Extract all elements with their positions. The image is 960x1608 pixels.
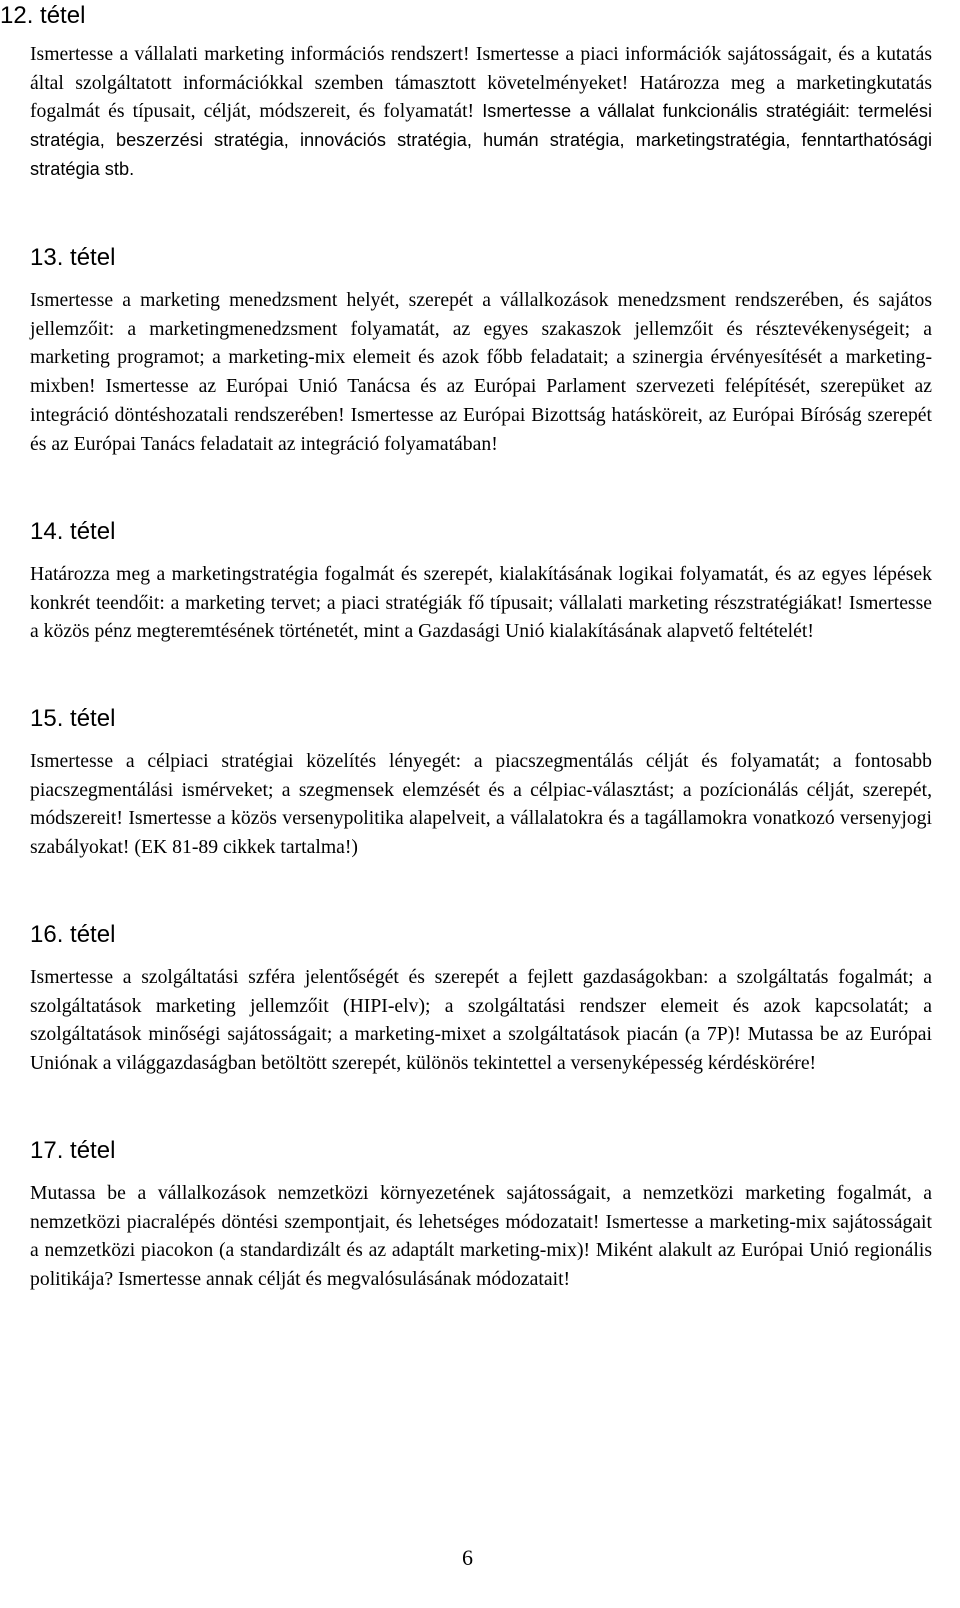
section-paragraph-12 <box>30 40 932 184</box>
section-paragraph-17: Mutassa be a vállalkozások nemzetközi környezetének sajátosságait, a nemzetközi marketing fogalmát, a nemzetközi piacralépés döntési szempontjait, és lehetséges módozatait! Ismertesse a marketing-mix sajátosságait a nemzetközi piacokon (a standardizált és az adaptált marketing-mix)! Miként alakult az Európai Unió regionális politikája? Ismertesse annak célját és megvalósulásának módozatait! <box>30 1182 932 1291</box>
section-17 <box>30 1137 932 1294</box>
section-paragraph-16: Ismertesse a szolgáltatási szféra jelentőségét és szerepét a fejlett gazdaságokban: a szolgáltatás fogalmát; a szolgáltatások marketing jellemzőit (HIPI-elv); a szolgáltatási rendszer elemeit és azok kapcsolatát; a szolgáltatások minőségi sajátosságait; a marketing-mixet a szolgáltatások piacán (a 7P)! Mutassa be az Európai Uniónak a világgazdaságban betöltött szerepét, különös tekintettel a versenyképesség kérdéskörére! <box>30 966 932 1075</box>
section-14 <box>30 518 932 646</box>
section-heading-15: 15. tétel <box>30 705 116 732</box>
section-paragraph-12-part1: Ismertesse a vállalati marketing információs rendszert! Ismertesse a piaci információk sajátosságait, és a kutatás által szolgáltatott információkkal szemben támasztott követelményeket! Határozza meg a marketingkutatás fogalmát és típusait, célját, módszereit, és folyamatát! <box>30 43 932 123</box>
section-12 <box>30 40 932 184</box>
section-15 <box>30 705 932 862</box>
section-paragraph-12-part2: Ismertesse a vállalat funkcionális stratégiáit: termelési stratégia, beszerzési stratégia, innovációs stratégia, humán stratégia, marketingstratégia, fenntarthatósági stratégia stb. <box>30 101 932 179</box>
section-paragraph-15: Ismertesse a célpiaci stratégiai közelítés lényegét: a piacszegmentálás célját és folyamatát; a fontosabb piacszegmentálási ismérveket; a szegmensek elemzését és a célpiac-választást; a pozícionálás célját, szerepét, módszereit! Ismertesse a közös versenypolitika alapelveit, a vállalatokra és a tagállamokra vonatkozó versenyjogi szabályokat! (EK 81-89 cikkek tartalma!) <box>30 750 932 859</box>
page-number: 6 <box>462 1545 473 1570</box>
section-heading-17: 17. tétel <box>30 1137 116 1164</box>
section-13 <box>30 244 932 458</box>
section-heading-13: 13. tétel <box>30 244 116 271</box>
section-heading-12: 12. tétel <box>0 2 86 29</box>
section-heading-16: 16. tétel <box>30 921 116 948</box>
section-paragraph-14: Határozza meg a marketingstratégia fogalmát és szerepét, kialakításának logikai folyamatát, és az egyes lépések konkrét teendőit: a marketing tervet; a piaci stratégiák fő típusait; vállalati marketing részstratégiákat! Ismertesse a közös pénz megteremtésének történetét, mint a Gazdasági Unió kialakításának alapvető feltételét! <box>30 563 932 643</box>
section-heading-14: 14. tétel <box>30 518 116 545</box>
section-16 <box>30 921 932 1078</box>
section-paragraph-13: Ismertesse a marketing menedzsment helyét, szerepét a vállalkozások menedzsment rendszerében, és sajátos jellemzőit: a marketingmenedzsment folyamatát, az egyes szakaszok jellemzőit és résztevékenységeit; a marketing programot; a marketing-mix elemeit és azok főbb feladatait; a szinergia érvényesítését a marketing-mixben! Ismertesse az Európai Unió Tanácsa és az Európai Parlament szervezeti felépítését, szerepüket az integráció döntéshozatali rendszerében! Ismertesse az Európai Bizottság hatásköreit, az Európai Bíróság szerepét és az Európai Tanács feladatait az integráció folyamatában! <box>30 289 932 455</box>
